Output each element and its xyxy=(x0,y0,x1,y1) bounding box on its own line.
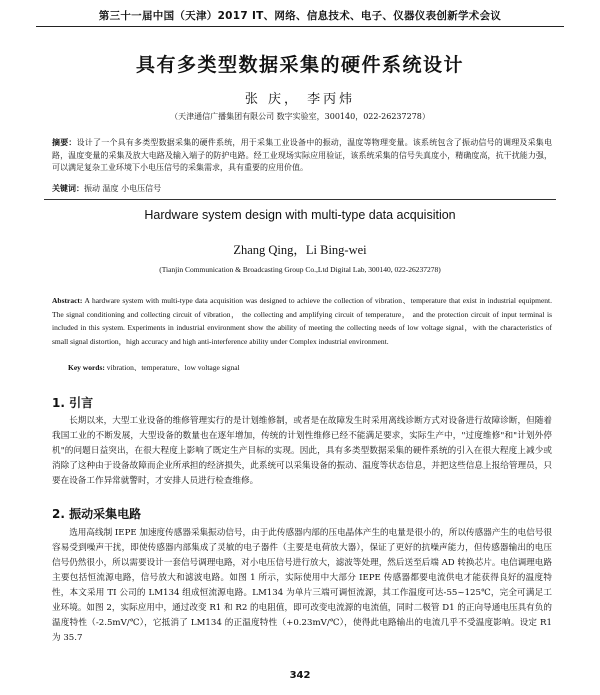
section2-body: 选用高线制 IEPE 加速度传感器采集振动信号，由于此传感器内部的压电晶体产生的电量是很小的，所以传感器产生的电信号很容易受到噪声干扰，即使传感器内部集成了灵敏的电子器件（主要是电荷放大器），保证了更好的抗噪声能力，但传感器输出的电压信号仍然很小，所以需要设计一套信号调理电路，对小电压信号进行放大，滤波等处理，然后送至后端 AD 转换芯片。电信调理电路主要包括恒流源电路，信号放大和滤波电路。如图 1 所示，实际使用中大部分 IEPE 传感器都要电流供电才能获得良好的温度特性，本文采用 TI 公司的 LM134 组成恒流源电路。LM134 为单片三端可调恒流源，其工作温度可达-55~125℃，完全可满足工业环境。如图 2，实际应用中，通过改变 R1 和 R2 的电阻值，即可改变电流源的电流值，同时二极管 D1 的正向导通电压具有负的温度特性（-2.5mV/℃），它抵消了 LM134 的正温度特性（+0.23mV/℃），使得此电路输出的电流几乎不受温度影响。设定 R1 为 35.7 xyxy=(52,528,552,643)
chinese-authors: 张 庆， 李丙炜 xyxy=(244,92,356,107)
english-affiliation: (Tianjin Communication & Broadcasting Group Co.,Ltd Digital Lab, 300140, 022-26237278) xyxy=(159,265,441,274)
english-title: Hardware system design with multi-type data acquisition xyxy=(144,208,456,222)
english-keywords xyxy=(68,362,548,373)
section1-body: 长期以来，大型工业设备的维修管理实行的是计划维修制，或者是在故障发生时采用离线诊断方式对设备进行故障诊断，但随着我国工业的不断发展，大型设备的数量也在逐年增加，传统的计划性维修已经不能满足要求，实际生产中，"过度维修"和"计划外停机"的问题日益突出，在很大程度上影响了既定生产目标的实现。因此，具有多类型数据采集的硬件系统的引入在很大程度上减少或消除了这种由于设备故障而企业所承担的经济损失，此系统可以采集设备的振动、温度等状态信息，并把这些信息上报给管理员，只要在设备工作异常就警时，才安排人员进行检查维修。 xyxy=(52,416,552,486)
chinese-keywords-text: 振动 温度 小电压信号 xyxy=(84,184,162,193)
chinese-affiliation: （天津通信广播集团有限公司 数字实验室，300140，022-26237278） xyxy=(170,112,430,121)
chinese-abstract-text: 设计了一个具有多类型数据采集的硬件系统，用于采集工业设备中的振动，温度等物理变量。该系统包含了振动信号的调理及采集电路，温度变量的采集及放大电路及输入端子的防护电路。经工业现场实际应用验证，该系统采集的信号失真度小，精确度高，抗干扰能力强，可以满足复杂工业环境下小电压信号的采集需求，具有重要的应用价值。 xyxy=(52,138,553,172)
section-divider xyxy=(44,199,556,200)
english-authors: Zhang Qing，Li Bing-wei xyxy=(233,243,367,257)
chinese-title: 具有多类型数据采集的硬件系统设计 xyxy=(135,54,464,76)
english-abstract xyxy=(52,294,552,348)
chinese-keywords xyxy=(52,183,552,194)
page-number: 342 xyxy=(289,670,311,681)
section1-heading: 1. 引言 xyxy=(52,396,94,410)
chinese-keywords-label: 关键词： xyxy=(52,183,84,193)
english-abstract-text: A hardware system with multi-type data acquisition was designed to achieve the collection of vibration、temperature that exist in industrial equipment. The signal conditioning and collecting circuit of vibration， the collecting and amplifying circuit of temperature， and the protection circuit of input terminal is included in this system. Experiments in industrial environment show the ability of meeting the collecting needs of low voltage signal，with the characteristics of small signal distortion，high accuracy and high anti-interference ability under Complex industrial environment. xyxy=(52,296,552,346)
header-divider xyxy=(36,26,564,27)
conference-header: 第三十一届中国（天津）2017 IT、网络、信息技术、电子、仪器仪表创新学术会议 xyxy=(98,10,502,22)
english-abstract-label: Abstract: xyxy=(52,296,83,305)
section2-heading: 2. 振动采集电路 xyxy=(52,507,142,521)
chinese-abstract-label: 摘要： xyxy=(52,137,77,147)
english-keywords-text: vibration、temperature、low voltage signal xyxy=(106,363,240,372)
chinese-abstract xyxy=(52,136,552,175)
english-keywords-label: Key words: xyxy=(68,363,105,372)
